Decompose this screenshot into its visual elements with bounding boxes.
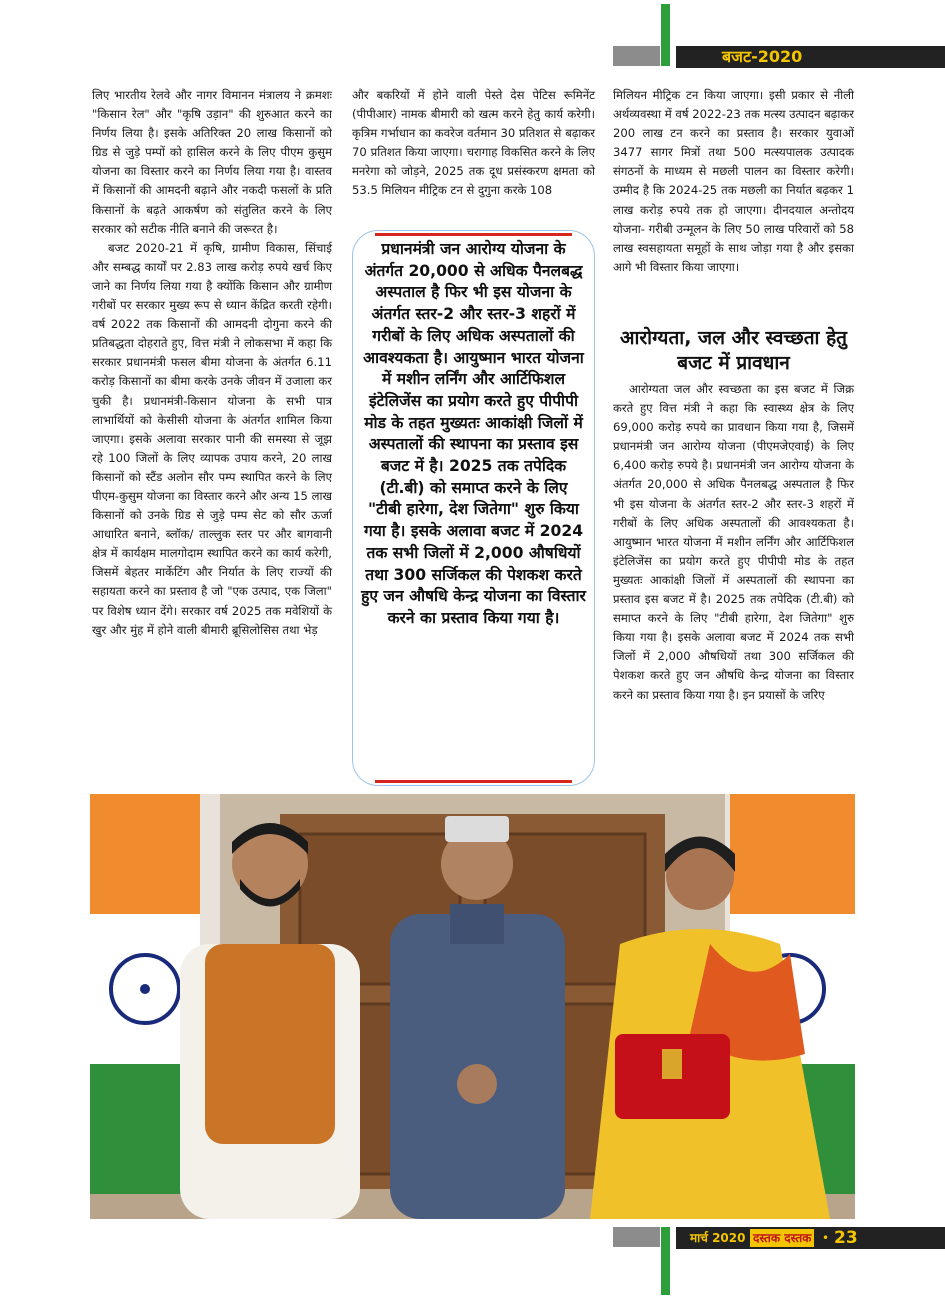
paragraph: आरोग्यता जल और स्वच्छता का इस बजट में जिक्र करते हुए वित्त मंत्री ने कहा कि स्वास्थ्य क्षेत्र के लिए 69,000 करोड़ रुपये का प्रावधान किया गया है, जिसमें प्रधानमंत्री जन आरोग्य योजना (पीएमजेएवाई) के लिए 6,400 करोड़ रुपये है। प्रधानमंत्री जन आरोग्य योजना के अंतर्गत 20,000 से अधिक पैनलबद्ध अस्पताल है फिर भी इस योजना के अंतर्गत स्तर-2 और स्तर-3 शहरों में गरीबों के लिए अधिक अस्पतालों की आवश्यकता है। आयुष्मान भारत योजना में मशीन लर्निंग और आर्टिफिशल इंटेलिजेंस का प्रयोग करते हुए पीपीपी मोड के तहत मुख्यतः आकांक्षी जिलों में अस्पतालों की स्थापना का प्रस्ताव इस बजट में है। 2025 तक तपेदिक (टी.बी) को समाप्त करने के लिए "टीबी हारेगा, देश जितेगा" शुरु किया गया है। इसके अलावा बजट में 2024 तक सभी जिलों में 2,000 औषधियों तथा 300 सर्जिकल की पेशकश करते हुए जन औषधि केन्द्र योजना का विस्तार करने का प्रस्ताव किया गया है। इन प्रयासों के जरिए: [613, 382, 854, 702]
article-column-1: [92, 86, 332, 640]
paragraph: मिलियन मीट्रिक टन किया जाएगा। इसी प्रकार से नीली अर्थव्यवस्था में वर्ष 2022-23 तक मत्स्य उत्पादन बढ़ाकर 200 लाख टन करने का प्रस्ताव है। सरकार युवाओं 3477 सागर मित्रों तथा 500 मत्स्यपालक उत्पादक संगठनों के माध्यम से मछली पालन का विस्तार करेगी। उम्मीद है कि 2024-25 तक मछली का निर्यात बढ़कर 1 लाख करोड़ रुपये तक हो जाएगा। दीनदयाल अन्तोदय योजना- गरीबी उन्मूलन के लिए 50 लाख परिवारों को 58 लाख स्वसहायता समूहों के साथ जोड़ा गया है और इसका आगे भी विस्तार किया जाएगा।: [613, 88, 854, 274]
article-column-3-continued: [613, 380, 854, 705]
section-subheading: आरोग्यता, जल और स्वच्छता हेतु बजट में प्रावधान: [619, 327, 848, 374]
pull-quote-text: प्रधानमंत्री जन आरोग्य योजना के अंतर्गत 20,000 से अधिक पैनलबद्ध अस्पताल है फिर भी इस योजना के अंतर्गत स्तर-2 और स्तर-3 शहरों में गरीबों के लिए अधिक अस्पतालों की आवश्यकता है। आयुष्मान भारत योजना में मशीन लर्निंग और आर्टिफिशल इंटेलिजेंस का प्रयोग करते हुए पीपीपी मोड के तहत मुख्यतः आकांक्षी जिलों में अस्पतालों की स्थापना का प्रस्ताव इस बजट में है। 2025 तक तपेदिक (टी.बी) को समाप्त करने के लिए "टीबी हारेगा, देश जितेगा" शुरु किया गया है। इसके अलावा बजट में 2024 तक सभी जिलों में 2,000 औषधियों तथा 300 सर्जिकल की पेशकश करते हुए जन औषधि केन्द्र योजना का विस्तार करने का प्रस्ताव किया गया है।: [361, 240, 586, 627]
pull-quote-top-rule: [375, 233, 572, 236]
footer-green-bar: [661, 1227, 670, 1295]
header-green-bar: [661, 4, 670, 66]
paragraph: लिए भारतीय रेलवे और नागर विमानन मंत्रालय ने क्रमशः "किसान रेल" और "कृषि उड़ान" की शुरुआत करने का निर्णय लिया है। इसके अतिरिक्त 20 लाख किसानों को ग्रिड से जुड़े पम्पों को हासिल करने के लिए पीएम कुसुम योजना का विस्तार करने का निर्णय लिया गया है। वास्तव में किसानों की आमदनी बढ़ाने और नकदी फसलों के प्रति किसानों के बढ़ते आकर्षण को संतुलित करने के लिए सरकार को सटीक नीति बनाने की जरूरत है।: [92, 88, 332, 236]
paragraph: बजट 2020-21 में कृषि, ग्रामीण विकास, सिंचाई और सम्बद्ध कार्यों पर 2.83 लाख करोड़ रुपये खर्च किए जाने का निर्णय लिया गया है क्योंकि किसान और ग्रामीण गरीबों पर सरकार मुख्य रूप से ध्यान केंद्रित करती रहेगी। वर्ष 2022 तक किसानों की आमदनी दोगुना करने की प्रतिबद्धता दोहराते हुए, वित्त मंत्री ने लोकसभा में कहा कि सरकार प्रधानमंत्री फसल बीमा योजना के अंतर्गत 6.11 करोड़ किसानों का बीमा करके उनके जीवन में उजाला कर चुकी है। प्रधानमंत्री-किसान योजना के सभी पात्र लाभार्थियों को केसीसी योजना के अंतर्गत शामिल किया जाएगा। इसके अलावा सरकार पानी की समस्या से जूझ रहे 100 जिलों के लिए व्यापक उपाय करने, 20 लाख किसानों को स्टैंड अलोन सौर पम्प स्थापित करने के लिए पीएम-कुसुम योजना का विस्तार करने और अन्य 15 लाख किसानों को उनके ग्रिड से जुड़े पम्प सेट को सौर ऊर्जा आधारित बनाने, ब्लॉक/ ताल्लुक स्तर पर और बागवानी क्षेत्र में कार्यक्षम मालगोदाम स्थापित करने का कार्य करेगी, जिसमें बेहतर मार्केटिंग और निर्यात के लिए राज्यों की सहायता करने का प्रस्ताव है जो "एक उत्पाद, एक जिला" पर विशेष ध्यान देंगे। सरकार वर्ष 2025 तक मवेशियों के खुर और मुंह में होने वाली बीमारी ब्रूसिलोसिस तथा भेड़: [92, 240, 332, 637]
article-column-3: [613, 86, 854, 277]
group-photo: [90, 794, 855, 1219]
pull-quote-bottom-rule: [375, 780, 572, 783]
header-grey-block: [613, 46, 660, 66]
article-column-2: [352, 86, 595, 201]
section-title: बजट-2020: [722, 47, 803, 66]
page-number: 23: [834, 1228, 858, 1248]
paragraph: और बकरियों में होने वाली पेस्ते देस पेटिस रूमिनेंट (पीपीआर) नामक बीमारी को खत्म करने हेतु कार्य करेगी। कृत्रिम गर्भाधान का कवरेज वर्तमान 30 प्रतिशत से बढ़ाकर 70 प्रतिशत किया जाएगा। चरागाह विकसित करने के लिए मनरेगा को जोड़ने, 2025 तक दूध प्रसंस्करण क्षमता को 53.5 मिलियन मीट्रिक टन से दुगुना करके 108: [352, 88, 595, 198]
issue-month: मार्च 2020: [690, 1231, 746, 1245]
magazine-logo: दस्तक दस्तक: [750, 1229, 814, 1247]
pull-quote-box: [352, 230, 595, 786]
footer-bullet: •: [822, 1231, 830, 1245]
footer-grey-block: [613, 1227, 660, 1247]
